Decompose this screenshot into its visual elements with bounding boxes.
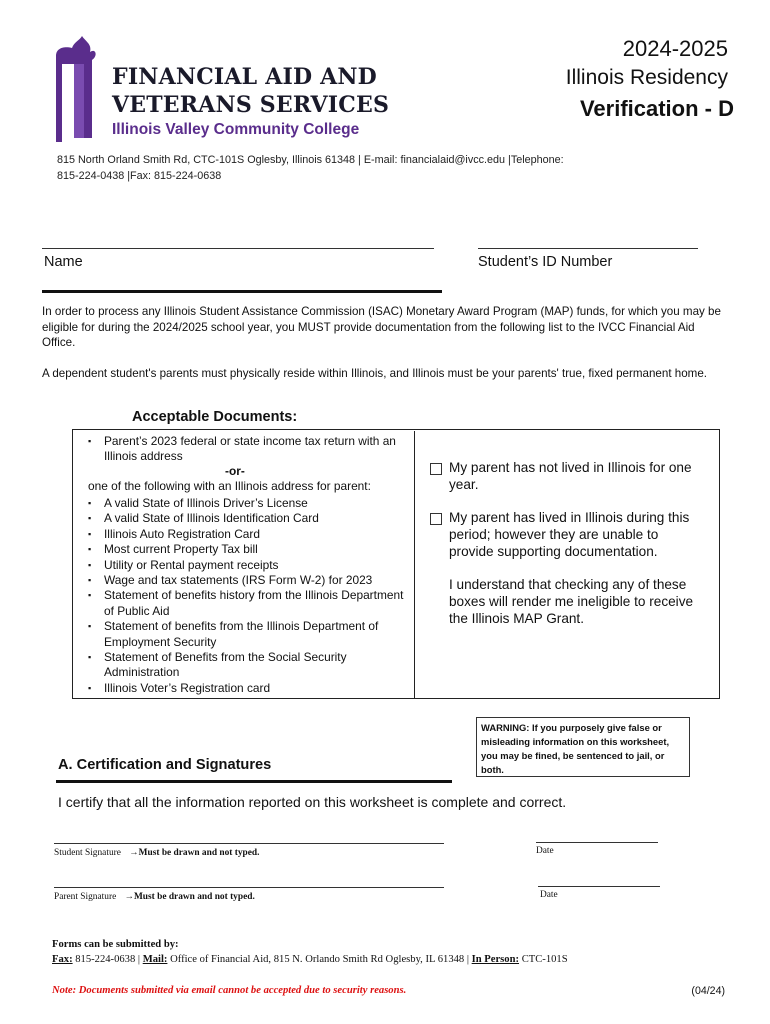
first-document-list: [88, 434, 408, 465]
student-signature-line[interactable]: [54, 843, 444, 844]
contact-line1: 815 North Orland Smith Rd, CTC-101S Oglesby, Illinois 61348 | E-mail: financialaid@ivcc.edu |Telephone:: [57, 154, 564, 166]
must-drawn-note: →Must be drawn and not typed.: [124, 892, 255, 902]
parent-signature-label: [54, 892, 255, 902]
certification-divider: [56, 780, 452, 783]
intro-paragraph: In order to process any Illinois Student Assistance Commission (ISAC) Monetary Award Program (MAP) funds, for which you may be eligible for during the 2024/2025 school year, you MUST provide documentation from the following list to the IVCC Financial Aid Office.: [42, 305, 721, 349]
student-date-line[interactable]: [536, 842, 658, 843]
org-name-line2: VETERANS SERVICES: [112, 92, 390, 118]
option1-label: My parent has not lived in Illinois for one year.: [449, 460, 692, 492]
box-divider: [414, 431, 415, 698]
mail-value: Office of Financial Aid, 815 N. Orlando Smith Rd Oglesby, IL 61348 |: [170, 954, 469, 965]
name-input-line[interactable]: [42, 248, 434, 249]
org-name-line1: FINANCIAL AID AND: [112, 64, 377, 90]
student-id-label: Student’s ID Number: [478, 254, 613, 270]
option1-checkbox[interactable]: [430, 463, 442, 475]
parent-signature-line[interactable]: [54, 887, 444, 888]
list-item: ▪ Parent’s 2023 federal or state income tax return with an Illinois address: [88, 434, 408, 465]
certify-statement: I certify that all the information reported on this worksheet is complete and correct.: [58, 794, 567, 810]
college-name: Illinois Valley Community College: [112, 121, 360, 138]
verification-group: Verification - D: [579, 96, 734, 121]
warning-box: WARNING: If you purposely give false or misleading information on this worksheet, you may be fined, be sentenced to jail, or both.: [476, 717, 690, 777]
document-list: [88, 496, 408, 696]
award-year: 2024-2025: [622, 36, 728, 61]
contact-info: [57, 152, 617, 184]
email-note: Note: Documents submitted via email cannot be accepted due to security reasons.: [52, 985, 407, 996]
form-name: Illinois Residency: [565, 66, 728, 89]
must-drawn-note: →Must be drawn and not typed.: [129, 848, 260, 858]
list-item: ▪ Illinois Voter’s Registration card: [88, 681, 408, 696]
dependent-paragraph: A dependent student's parents must physically reside within Illinois, and Illinois must be your parents' true, fixed permanent home.: [42, 367, 707, 380]
list-item: ▪ Most current Property Tax bill: [88, 542, 408, 557]
submission-methods: [52, 954, 568, 965]
one-of-label: one of the following with an Illinois address for parent:: [88, 479, 371, 493]
parent-date-line[interactable]: [538, 886, 660, 887]
section-divider: [42, 290, 442, 293]
student-signature-label: [54, 848, 260, 858]
fax-label: Fax:: [52, 954, 73, 965]
forms-submitted-heading: Forms can be submitted by:: [52, 939, 179, 950]
in-person-label: In Person:: [471, 954, 520, 965]
list-item: ▪ Wage and tax statements (IRS Form W-2) for 2023: [88, 573, 408, 588]
in-person-value: CTC-101S: [521, 954, 568, 965]
list-item: ▪ Statement of benefits from the Illinois Department of Employment Security: [88, 619, 408, 650]
fax-value: 815-224-0638 |: [75, 954, 141, 965]
parent-date-label: Date: [540, 890, 558, 900]
option2-label: My parent has lived in Illinois during this period; however they are unable to provide supporting documentation.: [449, 510, 690, 559]
name-label: Name: [44, 254, 83, 270]
ivcc-logo-icon: [52, 34, 104, 144]
list-item: ▪ Illinois Auto Registration Card: [88, 527, 408, 542]
ineligible-statement: I understand that checking any of these boxes will render me ineligible to receive the Illinois MAP Grant.: [449, 577, 694, 626]
student-date-label: Date: [536, 846, 554, 856]
or-label: -or-: [225, 464, 245, 478]
certification-title: A. Certification and Signatures: [58, 757, 272, 773]
option2-checkbox[interactable]: [430, 513, 442, 525]
list-item: ▪ Utility or Rental payment receipts: [88, 558, 408, 573]
parent-signature-text: Parent Signature: [54, 892, 117, 902]
list-item: ▪ A valid State of Illinois Identification Card: [88, 511, 408, 526]
revision-date: (04/24): [691, 985, 725, 997]
student-id-input-line[interactable]: [478, 248, 698, 249]
list-item: ▪ A valid State of Illinois Driver’s License: [88, 496, 408, 511]
student-signature-text: Student Signature: [54, 848, 121, 858]
acceptable-documents-title: Acceptable Documents:: [132, 409, 298, 425]
contact-line2: 815-224-0438 |Fax: 815-224-0638: [57, 170, 222, 182]
list-item: ▪ Statement of benefits history from the Illinois Department of Public Aid: [88, 588, 408, 619]
mail-label: Mail:: [142, 954, 168, 965]
list-item: ▪ Statement of Benefits from the Social Security Administration: [88, 650, 408, 681]
